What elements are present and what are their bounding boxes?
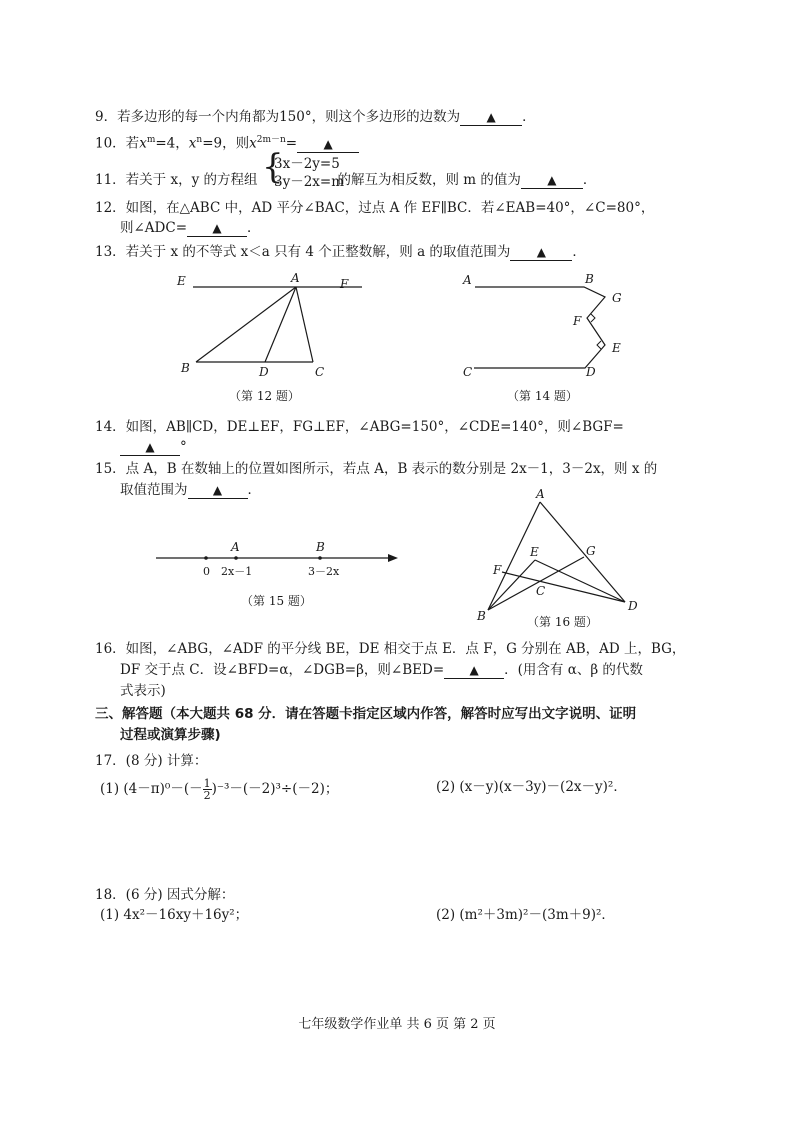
label-e: E	[530, 545, 539, 559]
question-14-line2: ▲ °	[120, 438, 187, 456]
label-d: D	[586, 365, 596, 379]
question-17-part2: (2) (x－y)(x－3y)－(2x－y)²．	[436, 779, 627, 795]
label-f: F	[340, 277, 349, 291]
section-3-heading: 三、解答题（本大题共 68 分．请在答题卡指定区域内作答，解答时应写出文字说明、证明	[95, 706, 637, 722]
equation-1: 3x－2y=5	[274, 156, 340, 172]
answer-triangle-icon: ▲	[469, 663, 479, 677]
question-12-line2: 则∠ADC= ▲ ．	[120, 220, 261, 236]
label-e: E	[612, 341, 621, 355]
label-2x-minus-1: 2x－1	[221, 565, 253, 578]
question-18-part1: (1) 4x²－16xy＋16y²；	[100, 907, 249, 923]
label-b: B	[181, 361, 190, 375]
label-b: B	[477, 609, 486, 623]
page-footer: 七年级数学作业单 共 6 页 第 2 页	[298, 1017, 496, 1032]
section-3-heading-cont: 过程或演算步骤)	[120, 727, 221, 743]
question-9-text: 9．若多边形的每一个内角都为150°，则这个多边形的边数为	[95, 109, 461, 125]
question-16-line2: DF 交于点 C．设∠BFD=α，∠DGB=β，则∠BED= ▲ ．(用含有 α、β 的代数	[120, 662, 643, 678]
label-f: F	[493, 563, 502, 577]
figure-15-caption: （第 15 题）	[241, 594, 312, 608]
label-f: F	[573, 314, 582, 328]
line-df	[502, 572, 625, 602]
question-16-line1: 16．如图，∠ABG，∠ADF 的平分线 BE，DE 相交于点 E．点 F，G 分别在 AB，AD 上，BG，	[95, 641, 686, 657]
line-de	[535, 560, 625, 602]
question-17-title: 17．(8 分) 计算：	[95, 753, 208, 769]
label-a: A	[536, 487, 545, 501]
question-13: 13．若关于 x 的不等式 x＜a 只有 4 个正整数解，则 a 的取值范围为 ▲ ．	[95, 244, 586, 260]
label-b: B	[585, 272, 594, 286]
label-c: C	[536, 584, 546, 598]
question-11: 11．若关于 x，y 的方程组 的解互为相反数，则 m 的值为 ▲ ．	[95, 172, 597, 188]
label-c: C	[463, 365, 473, 379]
system-brace: {	[262, 147, 284, 187]
label-a: A	[463, 273, 472, 287]
question-16-line3: 式表示)	[120, 683, 166, 699]
question-15-line1: 15．点 A，B 在数轴上的位置如图所示，若点 A，B 表示的数分别是 2x－1，3－2x，则 x 的	[95, 461, 658, 477]
label-c: C	[315, 365, 325, 379]
label-3-minus-2x: 3－2x	[308, 565, 340, 578]
answer-triangle-icon: ▲	[486, 110, 496, 124]
question-9: 9．若多边形的每一个内角都为150°，则这个多边形的边数为 ▲ ．	[95, 109, 536, 125]
question-15-line2: 取值范围为 ▲ ．	[120, 482, 261, 498]
question-17-part1: (1) (4－π)⁰－(－ $\frac{1}{2}$ )⁻³－(－2)³÷(－2)；	[100, 777, 339, 802]
label-g: G	[586, 544, 596, 558]
fraction-one-half: $\frac{1}{2}$	[203, 777, 211, 802]
answer-triangle-icon: ▲	[547, 173, 557, 187]
answer-triangle-icon: ▲	[145, 440, 155, 454]
question-18-part2: (2) (m²＋3m)²－(3m＋9)²．	[436, 907, 615, 923]
question-14-line1: 14．如图，AB∥CD，DE⊥EF，FG⊥EF，∠ABG=150°，∠CDE=140°，则∠BGF=	[95, 419, 624, 435]
label-d: D	[628, 599, 638, 613]
label-d: D	[259, 365, 269, 379]
question-10: 10．若$x^m=4$，$x^n=9$，则$x^{2m-n}=$ ▲	[95, 131, 359, 153]
answer-triangle-icon: ▲	[536, 245, 547, 259]
label-a: A	[291, 271, 300, 285]
answer-triangle-icon: ▲	[323, 136, 333, 151]
label-zero: 0	[203, 565, 210, 578]
figure-12-caption: （第 12 题）	[229, 389, 300, 403]
line-ad	[540, 502, 625, 602]
figure-16-caption: （第 16 题）	[527, 615, 598, 629]
answer-triangle-icon: ▲	[212, 483, 223, 497]
label-g: G	[612, 291, 622, 305]
question-18-title: 18．(6 分) 因式分解：	[95, 887, 235, 903]
answer-triangle-icon: ▲	[212, 221, 222, 235]
label-b: B	[316, 540, 325, 554]
label-a: A	[231, 540, 240, 554]
equation-2: 3y－2x=m	[274, 174, 345, 190]
figure-14-caption: （第 14 题）	[507, 389, 578, 403]
label-e: E	[177, 274, 186, 288]
answer-blank	[444, 663, 504, 679]
question-12-line1: 12．如图，在△ABC 中，AD 平分∠BAC，过点 A 作 EF∥BC．若∠EAB=40°，∠C=80°，	[95, 200, 655, 216]
